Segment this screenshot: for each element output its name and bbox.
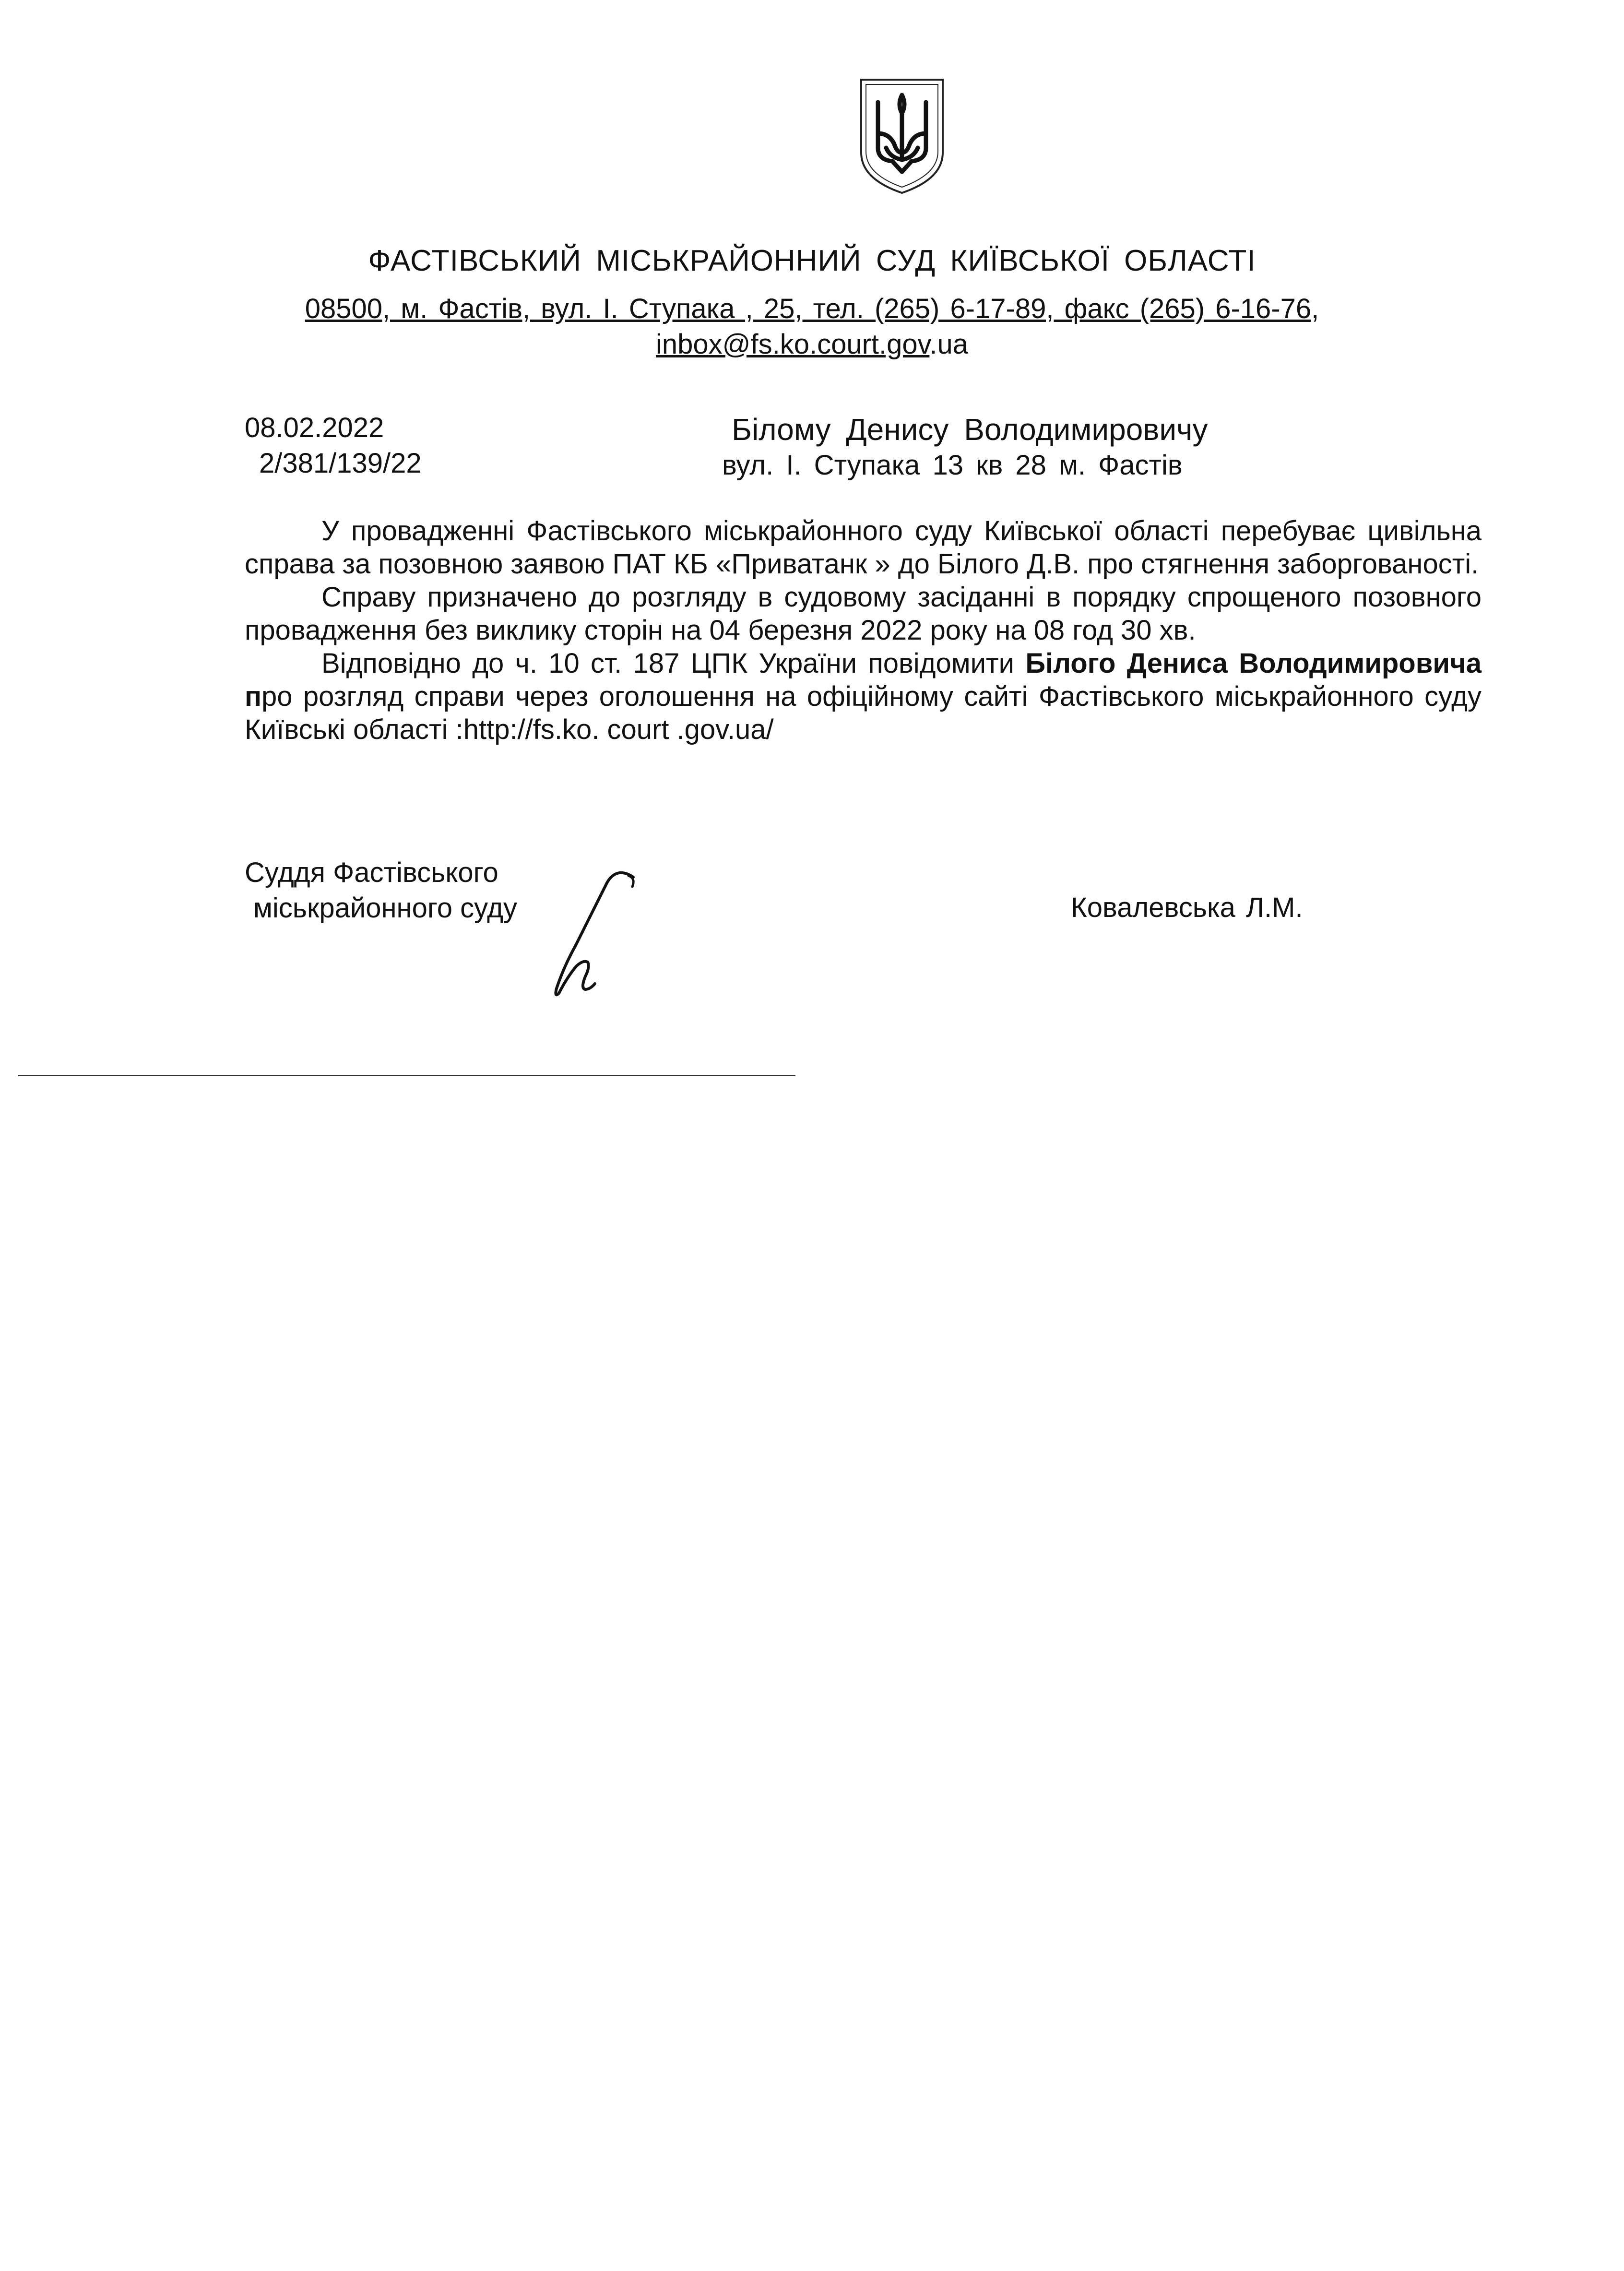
bottom-divider	[18, 1075, 795, 1076]
recipient-address: вул. І. Ступака 13 кв 28 м. Фастів	[722, 450, 1183, 481]
court-email-line	[0, 328, 1624, 360]
judge-title-line2: міськрайонного суду	[253, 892, 518, 924]
judge-title	[245, 855, 517, 926]
paragraph-notice-end: ро розгляд справи через оголошення на офіційному сайті Фастівського міськрайонного суду Київські області :http://fs.ko. court .gov.ua/	[245, 681, 1482, 745]
paragraph-proceedings: У провадженні Фастівського міськрайонного суду Київської області перебуває цивільна справа за позовною заявою ПАТ КБ «Приватанк » до Білого Д.В. про стягнення заборгованості.	[245, 515, 1482, 580]
court-email: inbox@fs.ko.court.gov	[655, 329, 930, 360]
court-address: 08500, м. Фастів, вул. І. Ступака , 25, тел. (265) 6-17-89, факс (265) 6-16-76,	[305, 293, 1319, 324]
court-email-suffix: .ua	[929, 329, 969, 360]
document-date: 08.02.2022	[245, 412, 384, 443]
defendant-name-bold: Білого Дениса Володимировича	[1025, 648, 1482, 679]
trident-emblem-icon	[856, 76, 948, 196]
judge-name: Ковалевська Л.М.	[1071, 892, 1303, 923]
court-name: ФАСТІВСЬКИЙ МІСЬКРАЙОННИЙ СУД КИЇВСЬКОЇ ОБЛАСТІ	[368, 244, 1256, 277]
recipient-name: Білому Денису Володимировичу	[732, 412, 1208, 447]
letter-body	[245, 514, 1482, 746]
bold-letter: п	[245, 681, 262, 712]
judge-title-line1: Суддя Фастівського	[245, 857, 498, 888]
paragraph-notice	[245, 647, 1482, 746]
handwritten-signature-icon	[518, 864, 643, 1008]
paragraph-hearing: Справу призначено до розгляду в судовому засіданні в порядку спрощеного позовного провадження без виклику сторін на 04 березня 2022 року на 08 год 30 хв.	[245, 582, 1482, 646]
paragraph-notice-start: Відповідно до ч. 10 ст. 187 ЦПК України повідомити	[321, 648, 1026, 679]
case-number: 2/381/139/22	[259, 448, 422, 479]
